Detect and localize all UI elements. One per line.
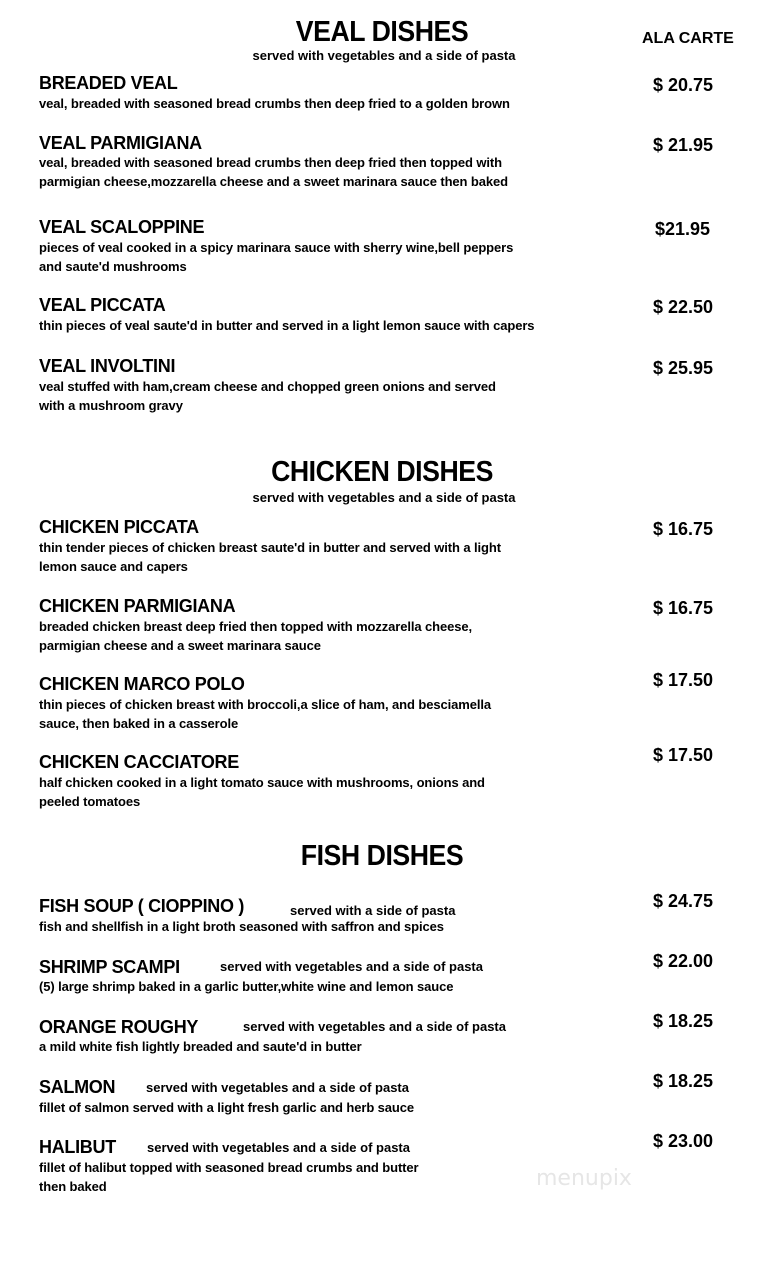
item-price: $ 17.50 xyxy=(653,745,714,765)
item-name: SHRIMP SCAMPI xyxy=(39,957,180,977)
item-description: veal, breaded with seasoned bread crumbs then deep fried to a golden brown xyxy=(39,96,510,111)
item-description: thin pieces of chicken breast with broccoli,a slice of ham, and besciamella sauce, then baked in a casserole xyxy=(39,697,491,731)
item-description: pieces of veal cooked in a spicy marinara sauce with sherry wine,bell peppers and saute'd mushrooms xyxy=(39,240,514,274)
item-description: fillet of halibut topped with seasoned bread crumbs and butter then baked xyxy=(39,1160,419,1194)
item-price: $ 17.50 xyxy=(653,670,714,690)
veal-section-subtitle: served with vegetables and a side of pasta xyxy=(252,48,516,63)
item-price: $ 18.25 xyxy=(653,1011,714,1031)
item-name: CHICKEN MARCO POLO xyxy=(39,674,245,694)
item-price: $ 24.75 xyxy=(653,891,714,911)
fish-section-title: FISH DISHES xyxy=(300,840,464,872)
item-name: BREADED VEAL xyxy=(39,73,178,93)
item-description: fillet of salmon served with a light fresh garlic and herb sauce xyxy=(39,1100,415,1115)
item-description: half chicken cooked in a light tomato sauce with mushrooms, onions and peeled tomatoes xyxy=(39,775,485,809)
veal-section-title: VEAL DISHES xyxy=(295,16,469,48)
item-price: $ 22.00 xyxy=(653,951,714,971)
item-note: served with a side of pasta xyxy=(290,903,456,918)
item-price: $21.95 xyxy=(655,219,711,239)
item-description: thin pieces of veal saute'd in butter and served in a light lemon sauce with capers xyxy=(39,318,535,333)
item-description: veal stuffed with ham,cream cheese and chopped green onions and served with a mushroom gravy xyxy=(39,379,496,413)
item-note: served with vegetables and a side of pasta xyxy=(147,1140,410,1155)
watermark-logo: menupix xyxy=(536,1166,632,1191)
item-note: served with vegetables and a side of pasta xyxy=(146,1080,409,1095)
item-price: $ 18.25 xyxy=(653,1071,714,1091)
item-name: VEAL INVOLTINI xyxy=(39,356,176,376)
item-price: $ 23.00 xyxy=(653,1131,714,1151)
item-description: veal, breaded with seasoned bread crumbs then deep fried then topped with parmigian cheese,mozzarella cheese and a sweet marinara sauce then baked xyxy=(39,155,508,189)
item-name: VEAL PARMIGIANA xyxy=(39,133,202,153)
item-description: thin tender pieces of chicken breast saute'd in butter and served with a light lemon sauce and capers xyxy=(39,540,501,574)
item-price: $ 16.75 xyxy=(653,598,714,618)
item-description: breaded chicken breast deep fried then topped with mozzarella cheese, parmigian cheese and a sweet marinara sauce xyxy=(39,619,473,653)
item-name: CHICKEN PICCATA xyxy=(39,517,199,537)
item-price: $ 25.95 xyxy=(653,358,714,378)
item-note: served with vegetables and a side of pasta xyxy=(220,959,483,974)
item-description: a mild white fish lightly breaded and saute'd in butter xyxy=(39,1039,362,1054)
item-name: VEAL PICCATA xyxy=(39,295,166,315)
ala-carte-header: ALA CARTE xyxy=(642,30,734,47)
item-price: $ 16.75 xyxy=(653,519,714,539)
item-name: FISH SOUP ( CIOPPINO ) xyxy=(39,896,245,916)
item-description: (5) large shrimp baked in a garlic butter,white wine and lemon sauce xyxy=(39,979,454,994)
chicken-section-title: CHICKEN DISHES xyxy=(271,456,493,488)
item-name: CHICKEN PARMIGIANA xyxy=(39,596,236,616)
item-name: CHICKEN CACCIATORE xyxy=(39,752,239,772)
item-price: $ 21.95 xyxy=(653,135,714,155)
item-name: ORANGE ROUGHY xyxy=(39,1017,199,1037)
chicken-section-subtitle: served with vegetables and a side of pasta xyxy=(252,490,516,505)
item-price: $ 20.75 xyxy=(653,75,714,95)
item-description: fish and shellfish in a light broth seasoned with saffron and spices xyxy=(39,919,444,934)
item-note: served with vegetables and a side of pasta xyxy=(243,1019,506,1034)
item-name: HALIBUT xyxy=(39,1137,116,1157)
item-price: $ 22.50 xyxy=(653,297,714,317)
item-name: VEAL SCALOPPINE xyxy=(39,217,205,237)
item-name: SALMON xyxy=(39,1077,116,1097)
